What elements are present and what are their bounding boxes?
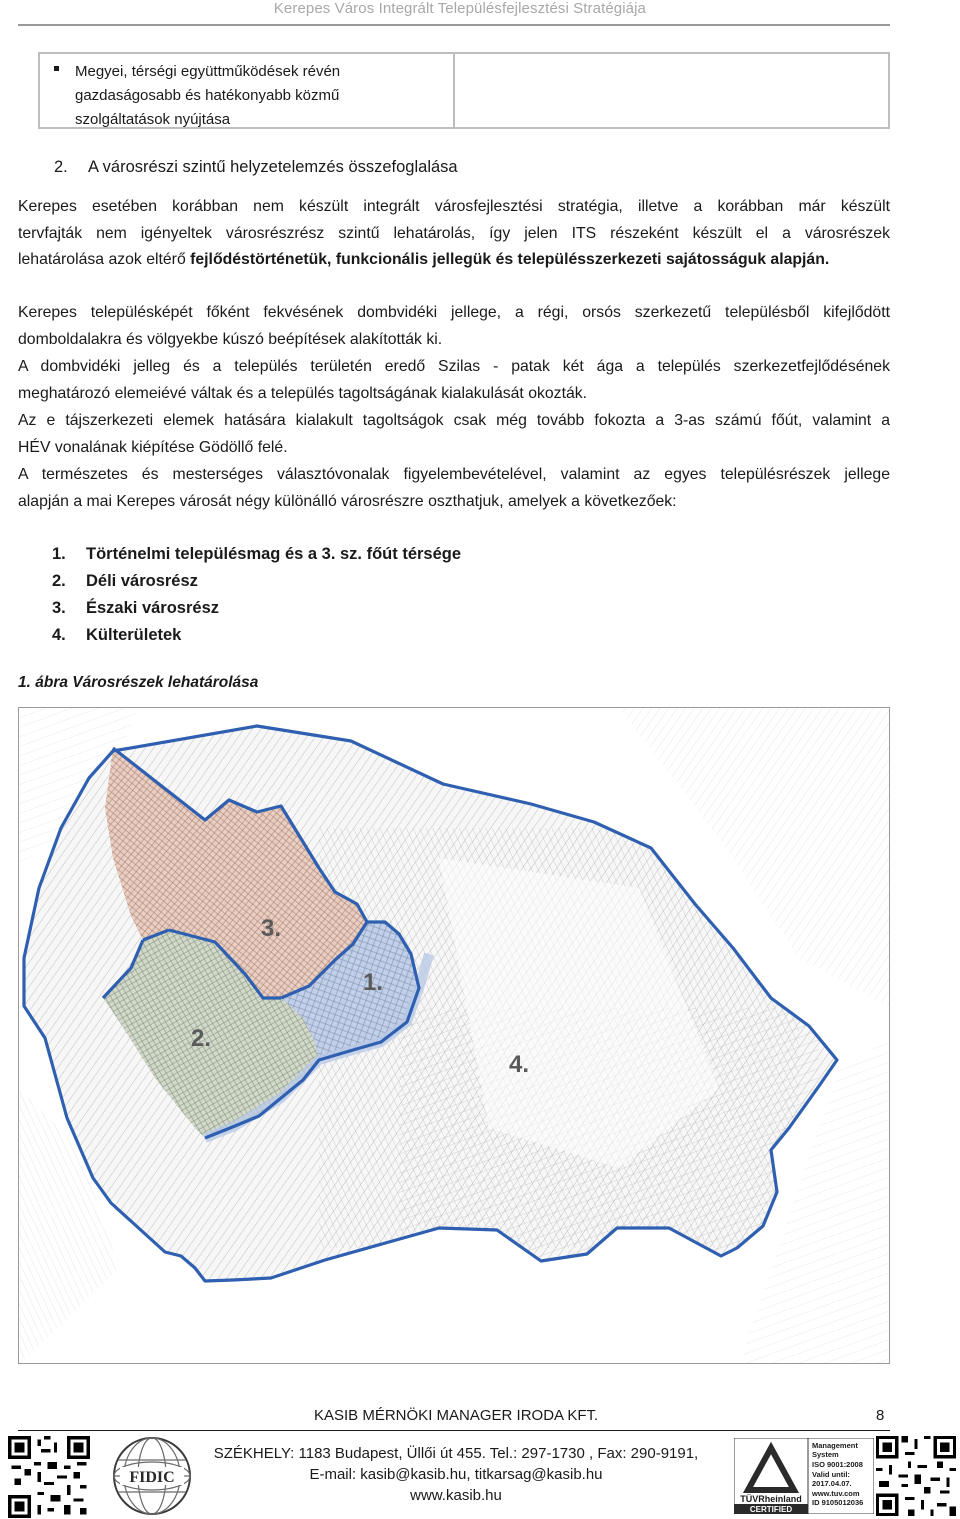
paragraph-line: alapján a mai Kerepes városát négy különálló városrészre oszthatjuk, amelyek a következőek: xyxy=(18,492,677,510)
fidic-logo xyxy=(110,1434,194,1518)
tuv-certified-text: CERTIFIED xyxy=(749,1505,793,1514)
paragraph-text: lehatárolása azok eltérő xyxy=(18,251,191,268)
paragraph-landscape xyxy=(18,300,890,353)
fidic-logo-text: FIDIC xyxy=(129,1469,175,1486)
list-item xyxy=(52,541,461,568)
paragraph-road-hev xyxy=(18,408,890,461)
header-divider xyxy=(18,24,890,26)
footer-address-line: SZÉKHELY: 1183 Budapest, Üllői út 455. Tel.: 297-1730 , Fax: 290-9191, xyxy=(213,1445,699,1462)
district-map-figure xyxy=(18,707,890,1364)
section-title: A városrészi szintű helyzetelemzés összefoglalása xyxy=(88,158,458,176)
paragraph-szilas-creek xyxy=(18,354,890,407)
section-heading xyxy=(54,158,458,177)
paragraph-line: domboldalakra és völgyekbe kúszó beépítések alakították ki. xyxy=(18,330,443,348)
tuv-id: ID 9105012036 xyxy=(812,1498,864,1507)
paragraph-districts-intro xyxy=(18,462,890,515)
footer-web-line: www.kasib.hu xyxy=(410,1487,502,1504)
list-item-label: Északi városrész xyxy=(86,599,220,617)
paragraph-line: meghatározó elemeiévé váltak és a település tagoltságának kialakulását okozták. xyxy=(18,384,588,402)
section-number: 2. xyxy=(54,158,68,176)
tuv-certification-logo xyxy=(734,1438,874,1514)
footer-divider xyxy=(18,1430,890,1431)
tuv-valid: Valid until: xyxy=(812,1470,850,1479)
qr-code-left xyxy=(8,1436,90,1518)
list-item-label: Külterületek xyxy=(86,626,182,644)
district-list xyxy=(52,541,461,649)
bullet-icon xyxy=(54,66,59,71)
bullet-text xyxy=(75,60,340,132)
list-item-label: Történelmi településmag és a 3. sz. főút térsége xyxy=(86,545,462,563)
previous-page-table xyxy=(38,52,890,129)
tuv-iso: ISO 9001:2008 xyxy=(812,1460,863,1469)
paragraph-line: HÉV vonalának kiépítése Gödöllő felé. xyxy=(18,438,288,456)
paragraph-intro xyxy=(18,194,890,274)
footer-email-line: E-mail: kasib@kasib.hu, titkarsag@kasib.hu xyxy=(309,1466,603,1483)
paragraph-line xyxy=(18,247,890,274)
tuv-url: www.tuv.com xyxy=(812,1489,860,1498)
list-item-number: 2. xyxy=(52,572,66,590)
list-item xyxy=(52,595,461,622)
qr-code-right xyxy=(876,1436,956,1516)
district-2-label: 2. xyxy=(191,1025,212,1052)
paragraph-bold-text: fejlődéstörténetük, funkcionális jellegük és településszerkezeti sajátosságuk alapján. xyxy=(190,251,830,268)
page-number: 8 xyxy=(876,1407,885,1424)
bullet-line: szolgáltatások nyújtása xyxy=(75,111,231,128)
figure-caption: 1. ábra Városrészek lehatárolása xyxy=(18,674,259,691)
district-map xyxy=(19,708,890,1364)
list-item-number: 4. xyxy=(52,626,66,644)
tuv-date: 2017.04.07. xyxy=(812,1479,852,1488)
footer-contact xyxy=(196,1443,716,1506)
paragraph-line: tervfajták nem igényeltek városrészrész szintű lehatárolás, így jelen ITS részeként készült el a városrészek xyxy=(18,224,890,242)
paragraph-line: Az e tájszerkezeti elemek hatására kialakult tagoltságok csak még tovább fokozta a 3-as számú főút, valamint a xyxy=(18,412,890,429)
list-item-number: 1. xyxy=(52,545,66,563)
tuv-ms-line2: System xyxy=(812,1450,839,1459)
district-1-label: 1. xyxy=(363,969,384,996)
district-3-label: 3. xyxy=(261,915,282,942)
document-header-title: Kerepes Város Integrált Településfejlesztési Stratégiája xyxy=(273,0,646,17)
tuv-ms-line1: Management xyxy=(812,1441,858,1450)
paragraph-line: A dombvidéki jelleg és a település területén eredő Szilas - patak két ága a település szerkezetfejlődésének xyxy=(18,358,890,375)
list-item-label: Déli városrész xyxy=(86,572,198,590)
paragraph-line: Kerepes településképét főként fekvésének dombvidéki jellege, a régi, orsós szerkezetű településből kifejlődött xyxy=(18,304,890,321)
table-cell-left xyxy=(40,54,455,127)
paragraph-line: Kerepes esetében korábban nem készült integrált városfejlesztési stratégia, illetve a korábban már készült xyxy=(18,198,890,215)
list-item xyxy=(52,622,461,649)
district-4-label: 4. xyxy=(509,1051,530,1078)
list-item-number: 3. xyxy=(52,599,66,617)
bullet-line: gazdaságosabb és hatékonyabb közmű xyxy=(75,87,340,104)
bullet-line: Megyei, térségi együttműködések révén xyxy=(75,63,341,80)
list-item xyxy=(52,568,461,595)
table-cell-right xyxy=(455,54,888,127)
tuv-brand-text: TÜVRheinland xyxy=(740,1494,802,1504)
paragraph-line: A természetes és mesterséges választóvonalak figyelembevételével, valamint az egyes településrészek jellege xyxy=(18,466,890,483)
footer-company-name: KASIB MÉRNÖKI MANAGER IRODA KFT. xyxy=(314,1407,599,1424)
